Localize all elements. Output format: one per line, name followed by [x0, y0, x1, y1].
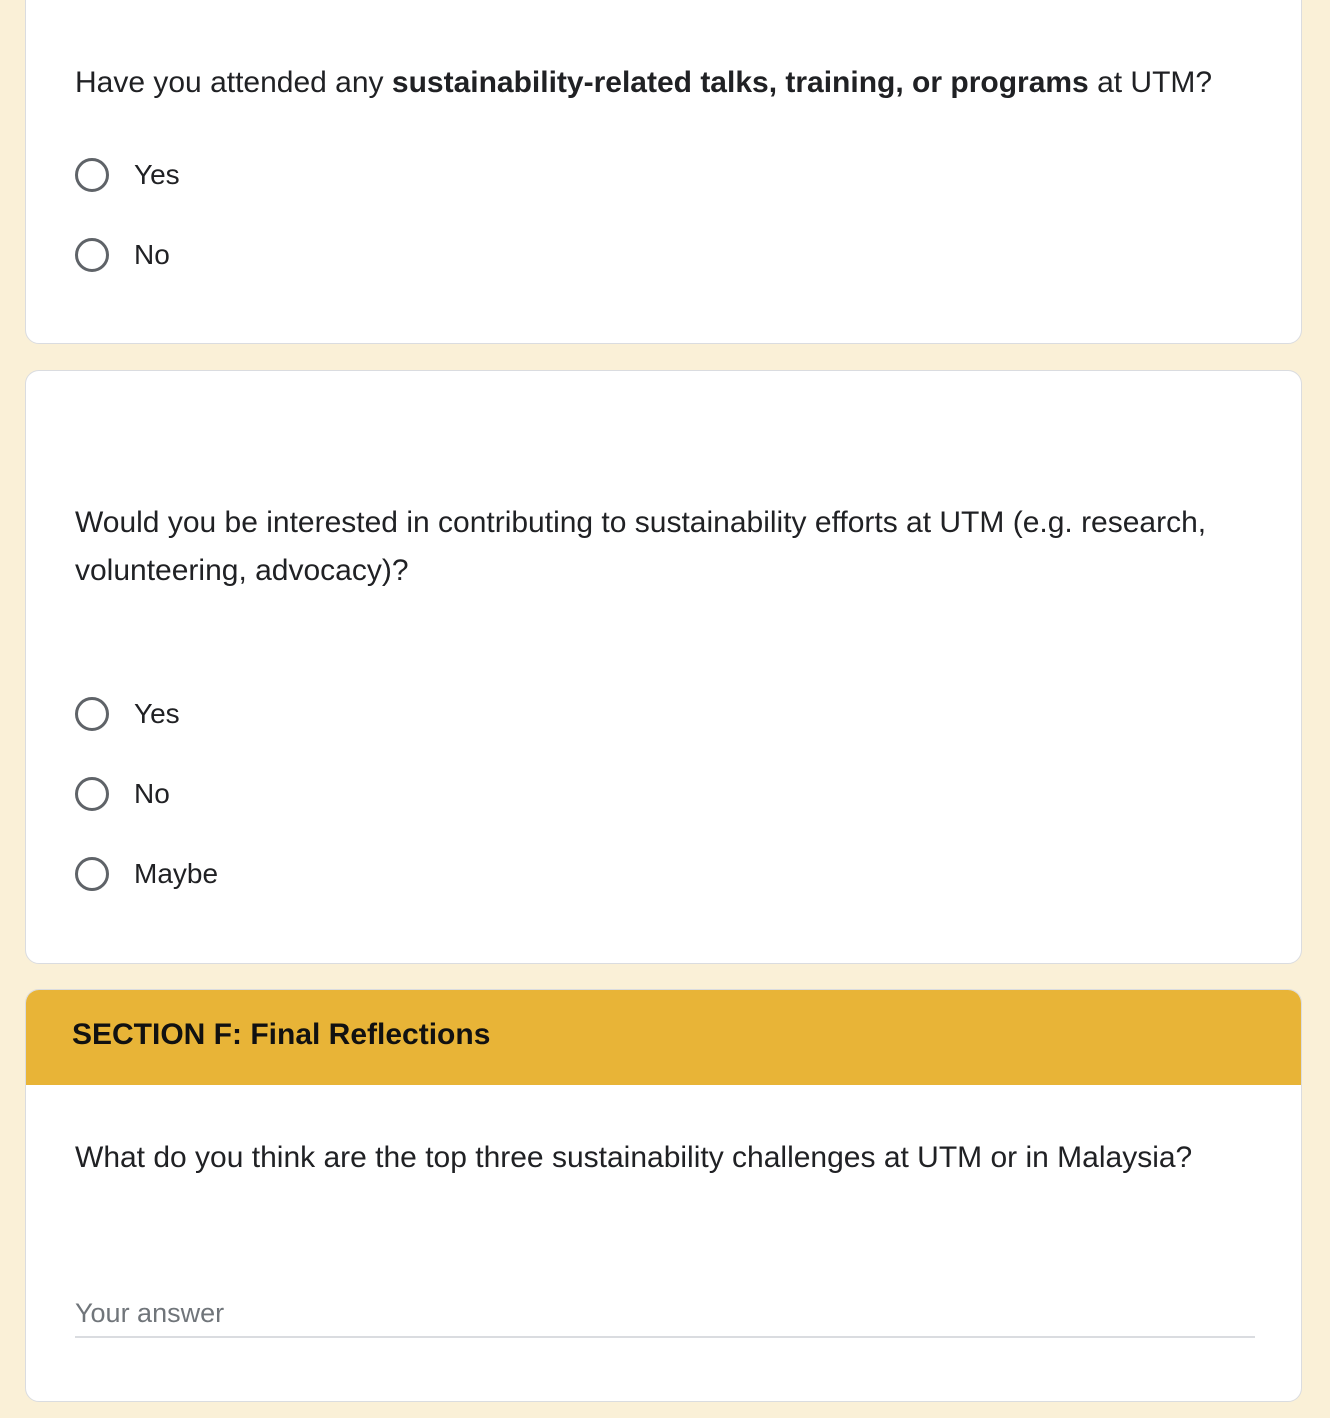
answer-text-input[interactable]	[75, 1290, 1255, 1338]
question-card-contribute-interest	[25, 370, 1302, 964]
section-f-card	[25, 989, 1302, 1402]
radio-button[interactable]	[75, 857, 109, 891]
radio-option-label: No	[134, 778, 170, 809]
radio-option-label: Yes	[134, 159, 180, 190]
question-text: Would you be interested in contributing to sustainability efforts at UTM (e.g. research, volunteering, advocacy)?	[75, 506, 1207, 587]
radio-option-yes[interactable]	[75, 155, 180, 195]
radio-button[interactable]	[75, 238, 109, 272]
question-text-bold: sustainability-related talks, training, or programs	[391, 66, 1089, 99]
radio-option-no[interactable]	[75, 235, 170, 275]
radio-option-label: Yes	[134, 698, 180, 729]
radio-button[interactable]	[75, 697, 109, 731]
radio-option-no[interactable]	[75, 774, 170, 814]
radio-button[interactable]	[75, 777, 109, 811]
radio-option-yes[interactable]	[75, 694, 180, 734]
radio-button[interactable]	[75, 158, 109, 192]
question-text-part: Have you attended any	[75, 66, 392, 99]
question-text-part: at UTM?	[1088, 66, 1213, 99]
question-text	[75, 59, 1251, 107]
radio-option-label: No	[134, 239, 170, 270]
radio-option-label: Maybe	[134, 858, 219, 889]
question-card-attended-programs	[25, 0, 1302, 344]
section-title: SECTION F: Final Reflections	[72, 1018, 491, 1051]
section-header	[25, 989, 1302, 1085]
question-text: What do you think are the top three sustainability challenges at UTM or in Malaysia?	[75, 1141, 1193, 1174]
radio-option-maybe[interactable]	[75, 854, 218, 894]
